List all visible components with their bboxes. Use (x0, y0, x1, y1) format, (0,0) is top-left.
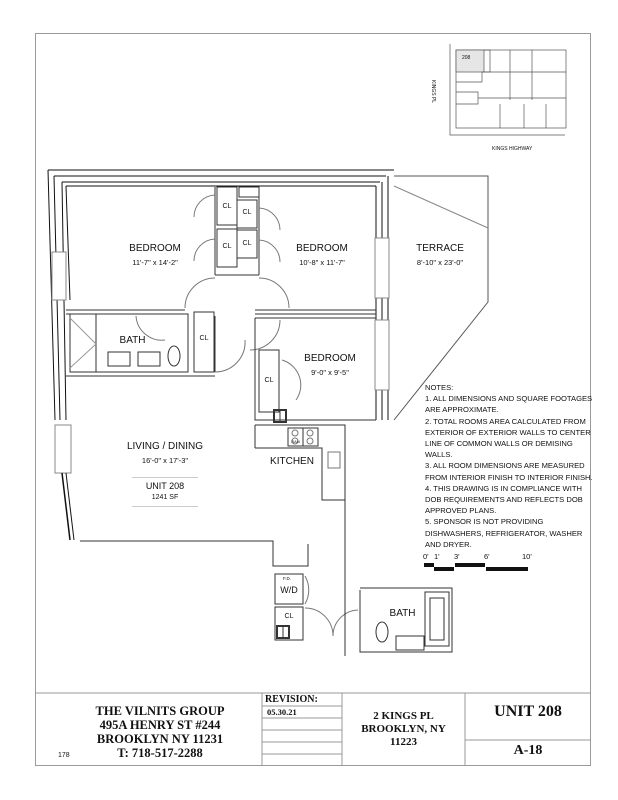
note-line: WALLS. (425, 450, 453, 460)
company-name: THE VILNITS GROUP (95, 704, 225, 718)
closet-label: CL (199, 335, 209, 342)
note-line: 4. THIS DRAWING IS IN COMPLIANCE WITH (425, 483, 582, 493)
scale-tick: 10' (522, 552, 532, 561)
bedroom-1-dims: 11'-7" x 14'-2" (132, 258, 178, 267)
note-line: 5. SPONSOR IS NOT PROVIDING (425, 517, 544, 527)
bedroom-1-name: BEDROOM (129, 243, 181, 254)
note-line: APPROVED PLANS. (425, 506, 497, 516)
page-number: 178 (58, 752, 70, 759)
kitchen-name: KITCHEN (270, 456, 314, 467)
range-label: RAN (291, 439, 300, 444)
note-line: FROM INTERIOR FINISH TO INTERIOR FINISH. (425, 472, 593, 482)
property-address (342, 710, 465, 749)
property-line-2: BROOKLYN, NY (361, 723, 446, 735)
property-line-1: 2 KINGS PL (373, 710, 434, 722)
bedroom-2-dims: 10'-8" x 11'-7" (299, 258, 345, 267)
closet-label: CL (222, 203, 232, 210)
unit-badge-area: 1241 SF (151, 494, 179, 501)
company-address-1: 495A HENRY ST #244 (99, 718, 221, 732)
bedroom-3-dims: 9'-0" x 9'-5" (311, 368, 349, 377)
closet-label: CL (264, 377, 274, 384)
key-plan-street-bottom: KINGS HIGHWAY (492, 146, 533, 152)
title-unit: UNIT 208 (494, 703, 562, 720)
revision-date: 05.30.21 (267, 707, 297, 717)
revision-label: REVISION: (265, 694, 318, 705)
scale-tick: 3' (454, 552, 460, 561)
note-line: 3. ALL ROOM DIMENSIONS ARE MEASURED (425, 461, 585, 471)
closet-label: CL (242, 240, 252, 247)
living-dining-name: LIVING / DINING (126, 441, 204, 452)
scale-tick: 6' (484, 552, 490, 561)
note-line: DOB REQUIREMENTS AND REFLECTS DOB (425, 495, 583, 505)
unit-badge (132, 477, 198, 507)
living-dining-dims: 16'-0" x 17'-3" (141, 456, 189, 465)
closet-label: CL (284, 613, 294, 620)
company-phone: T: 718-517-2288 (117, 746, 203, 760)
note-line: 1. ALL DIMENSIONS AND SQUARE FOOTAGES (425, 394, 593, 404)
notes-title: NOTES: (425, 383, 454, 392)
notes-block (425, 382, 603, 550)
property-line-3: 11223 (390, 736, 417, 748)
terrace-dims: 8'-10" x 23'-0" (416, 258, 464, 267)
key-plan-street-side: KINGS PL (430, 80, 436, 104)
terrace-name: TERRACE (416, 243, 464, 254)
note-line: DISHWASHERS, REFRIGERATOR, WASHER (425, 528, 583, 538)
note-line: LINE OF COMMON WALLS OR DEMISING (425, 439, 573, 449)
scale-tick: 0' (423, 552, 429, 561)
scale-bar (424, 563, 528, 571)
company-address-2: BROOKLYN NY 11231 (96, 732, 224, 746)
scale-tick: 1' (434, 552, 440, 561)
sheet-number: A-18 (513, 743, 543, 758)
bath-1-name: BATH (119, 335, 146, 346)
bath-2-name: BATH (389, 608, 416, 619)
note-line: ARE APPROXIMATE. (425, 405, 499, 415)
closet-label: CL (242, 209, 252, 216)
key-plan-unit-tag: 208 (462, 55, 471, 61)
company-phone-row (60, 746, 260, 760)
floor-drain-label: F.D. (282, 576, 291, 581)
note-line: EXTERIOR OF EXTERIOR WALLS TO CENTER (425, 427, 591, 437)
bedroom-2-name: BEDROOM (296, 243, 348, 254)
closet-label: CL (222, 243, 232, 250)
company-block (60, 704, 260, 760)
note-line: 2. TOTAL ROOMS AREA CALCULATED FROM (425, 416, 586, 426)
unit-badge-unit: UNIT 208 (145, 481, 185, 491)
washer-dryer-label: W/D (280, 585, 298, 595)
note-line: AND DRYER. (425, 539, 472, 549)
bedroom-3-name: BEDROOM (304, 353, 356, 364)
